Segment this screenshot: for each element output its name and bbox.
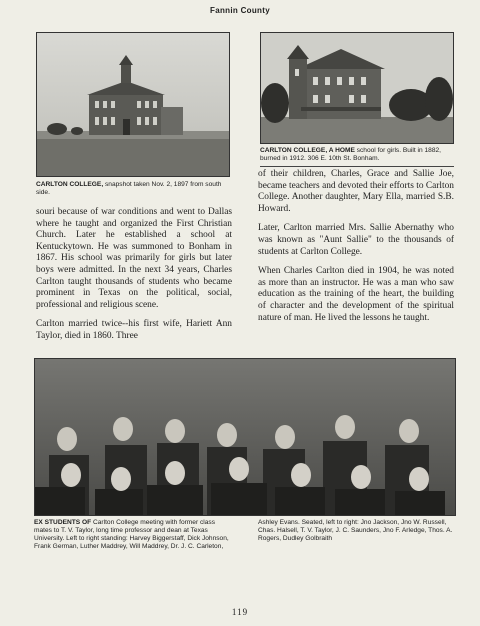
left-paragraph-2: Carlton married twice--his first wife, Hariett Ann Taylor, died in 1860. Three (36, 319, 232, 341)
left-text-column (36, 207, 232, 343)
group-photo-caption-left: EX STUDENTS OF Carlton College meeting with former class mates to T. V. Taylor, long time professor and dean at Texas University. Left to right standing: Harvey Biggerstaff, Dick Johnson, Frank German, Luther Maddrey, Will Maddrey, Dr. J. C. Carleton, (34, 519, 229, 550)
page-number: 119 (231, 607, 249, 617)
right-paragraph-3: When Charles Carlton died in 1904, he was noted as more than an instructor. He was a man who saw education as the training of the heart, the building of character and the development of the spiritual nature of man. He lived the lessons he taught. (258, 266, 454, 323)
college-home-photo (260, 32, 454, 144)
college-home-image (261, 33, 453, 143)
right-paragraph-1: of their children, Charles, Grace and Sallie Joe, became teachers and devoted their efforts to Carlton College. Another daughter, Mary Ella, married S.B. Howard. (258, 169, 454, 214)
college-photo-image (37, 33, 229, 176)
college-home-caption: CARLTON COLLEGE, A HOME school for girls. Built in 1882, burned in 1912. 306 E. 10th St. Bonham. (260, 147, 442, 162)
page-header: Fannin County (210, 6, 270, 15)
group-photo-caption-right: Ashley Evans. Seated, left to right: Jno Jackson, Jno W. Russell, Chas. Halsell, T. V. Taylor, J. C. Saunders, Jno F. Arledge, Thos. A. Rogers, Dudley Golbraith (258, 519, 453, 542)
right-text-column (258, 169, 454, 324)
group-photo-image (35, 359, 455, 515)
left-paragraph-1: souri because of war conditions and went to Dallas where he taught and organized the First Christian Church. Later he established a school at Kentuckytown. He was summoned to Bonham in 1867. His school was primarily for girls but later boys were admitted. In the next 34 years, Charles Carlton taught thousands of students who became prominent in Texas on the political, social, professional and religious scene. (36, 207, 232, 310)
caption-divider (260, 166, 454, 167)
college-photo-caption: CARLTON COLLEGE, snapshot taken Nov. 2, 1897 from south side. (36, 181, 222, 196)
college-photo-1897 (36, 32, 230, 177)
right-paragraph-2: Later, Carlton married Mrs. Sallie Abernathy who was known as "Aunt Sallie" to the thousands of students at Carlton College. (258, 223, 454, 257)
ex-students-group-photo (34, 358, 456, 516)
